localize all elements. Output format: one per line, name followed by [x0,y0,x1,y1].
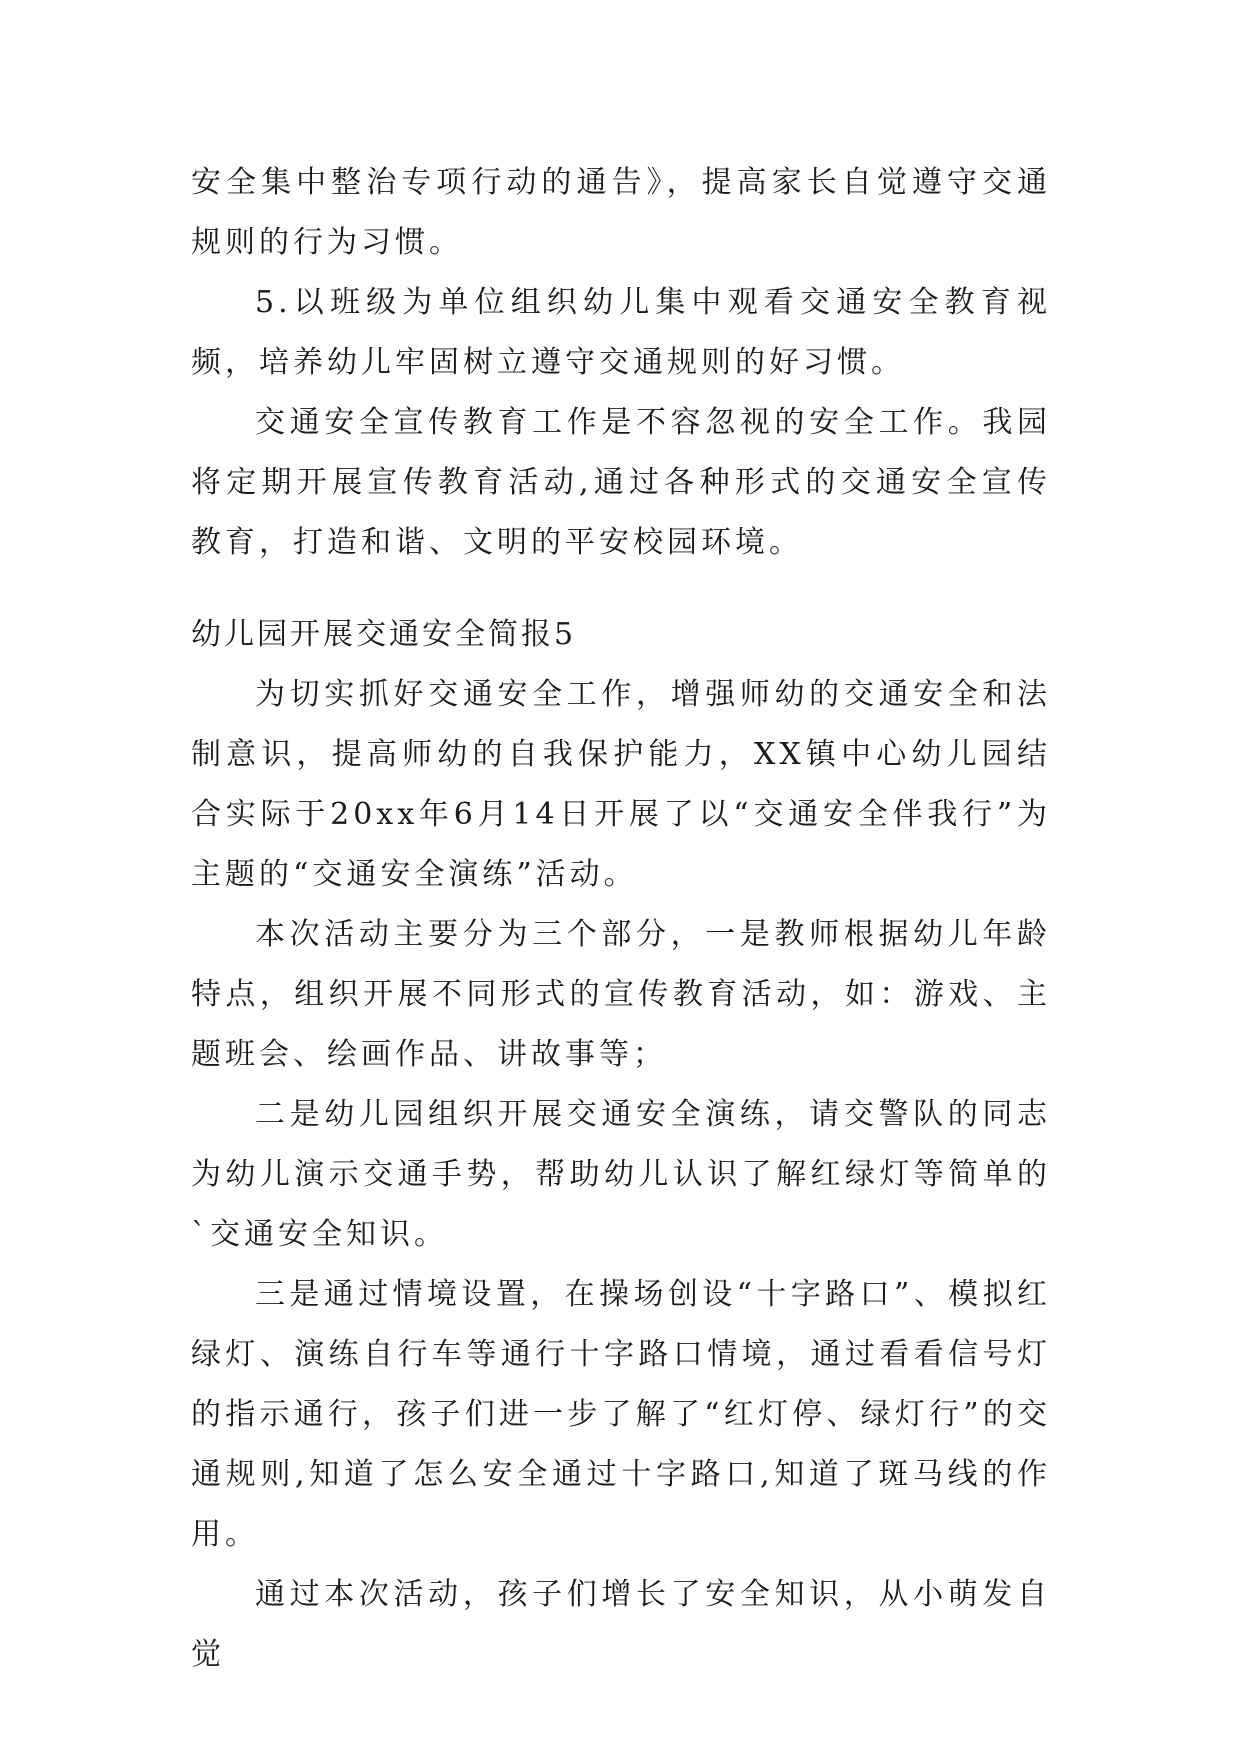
paragraph-conclusion: 通过本次活动，孩子们增长了安全知识，从小萌发自觉 [191,1577,1051,1672]
section-title: 幼儿园开展交通安全简报5 [191,617,577,652]
paragraph-intro: 为切实抓好交通安全工作，增强师幼的交通安全和法制意识，提高师幼的自我保护能力，XX镇中心幼儿园结合实际于20xx年6月14日开展了以“交通安全伴我行”为主题的“交通安全演练”活动。 [191,677,1051,892]
paragraph-item-5: 5.以班级为单位组织幼儿集中观看交通安全教育视频，培养幼儿牢固树立遵守交通规则的好习惯。 [191,285,1051,380]
document-body [191,153,1051,1685]
paragraph-part-three: 三是通过情境设置，在操场创设“十字路口”、模拟红绿灯、演练自行车等通行十字路口情境，通过看看信号灯的指示通行，孩子们进一步了解了“红灯停、绿灯行”的交通规则,知道了怎么安全通过十字路口,知道了斑马线的作用。 [191,1277,1051,1552]
paragraph-continuation: 安全集中整治专项行动的通告》，提高家长自觉遵守交通规则的行为习惯。 [191,165,1051,260]
paragraph-part-two: 二是幼儿园组织开展交通安全演练，请交警队的同志为幼儿演示交通手势，帮助幼儿认识了解红绿灯等简单的`交通安全知识。 [191,1097,1051,1252]
paragraph-part-one: 本次活动主要分为三个部分，一是教师根据幼儿年龄特点，组织开展不同形式的宣传教育活动，如：游戏、主题班会、绘画作品、讲故事等； [191,917,1051,1072]
paragraph-summary: 交通安全宣传教育工作是不容忽视的安全工作。我园将定期开展宣传教育活动,通过各种形式的交通安全宣传教育，打造和谐、文明的平安校园环境。 [191,405,1051,560]
